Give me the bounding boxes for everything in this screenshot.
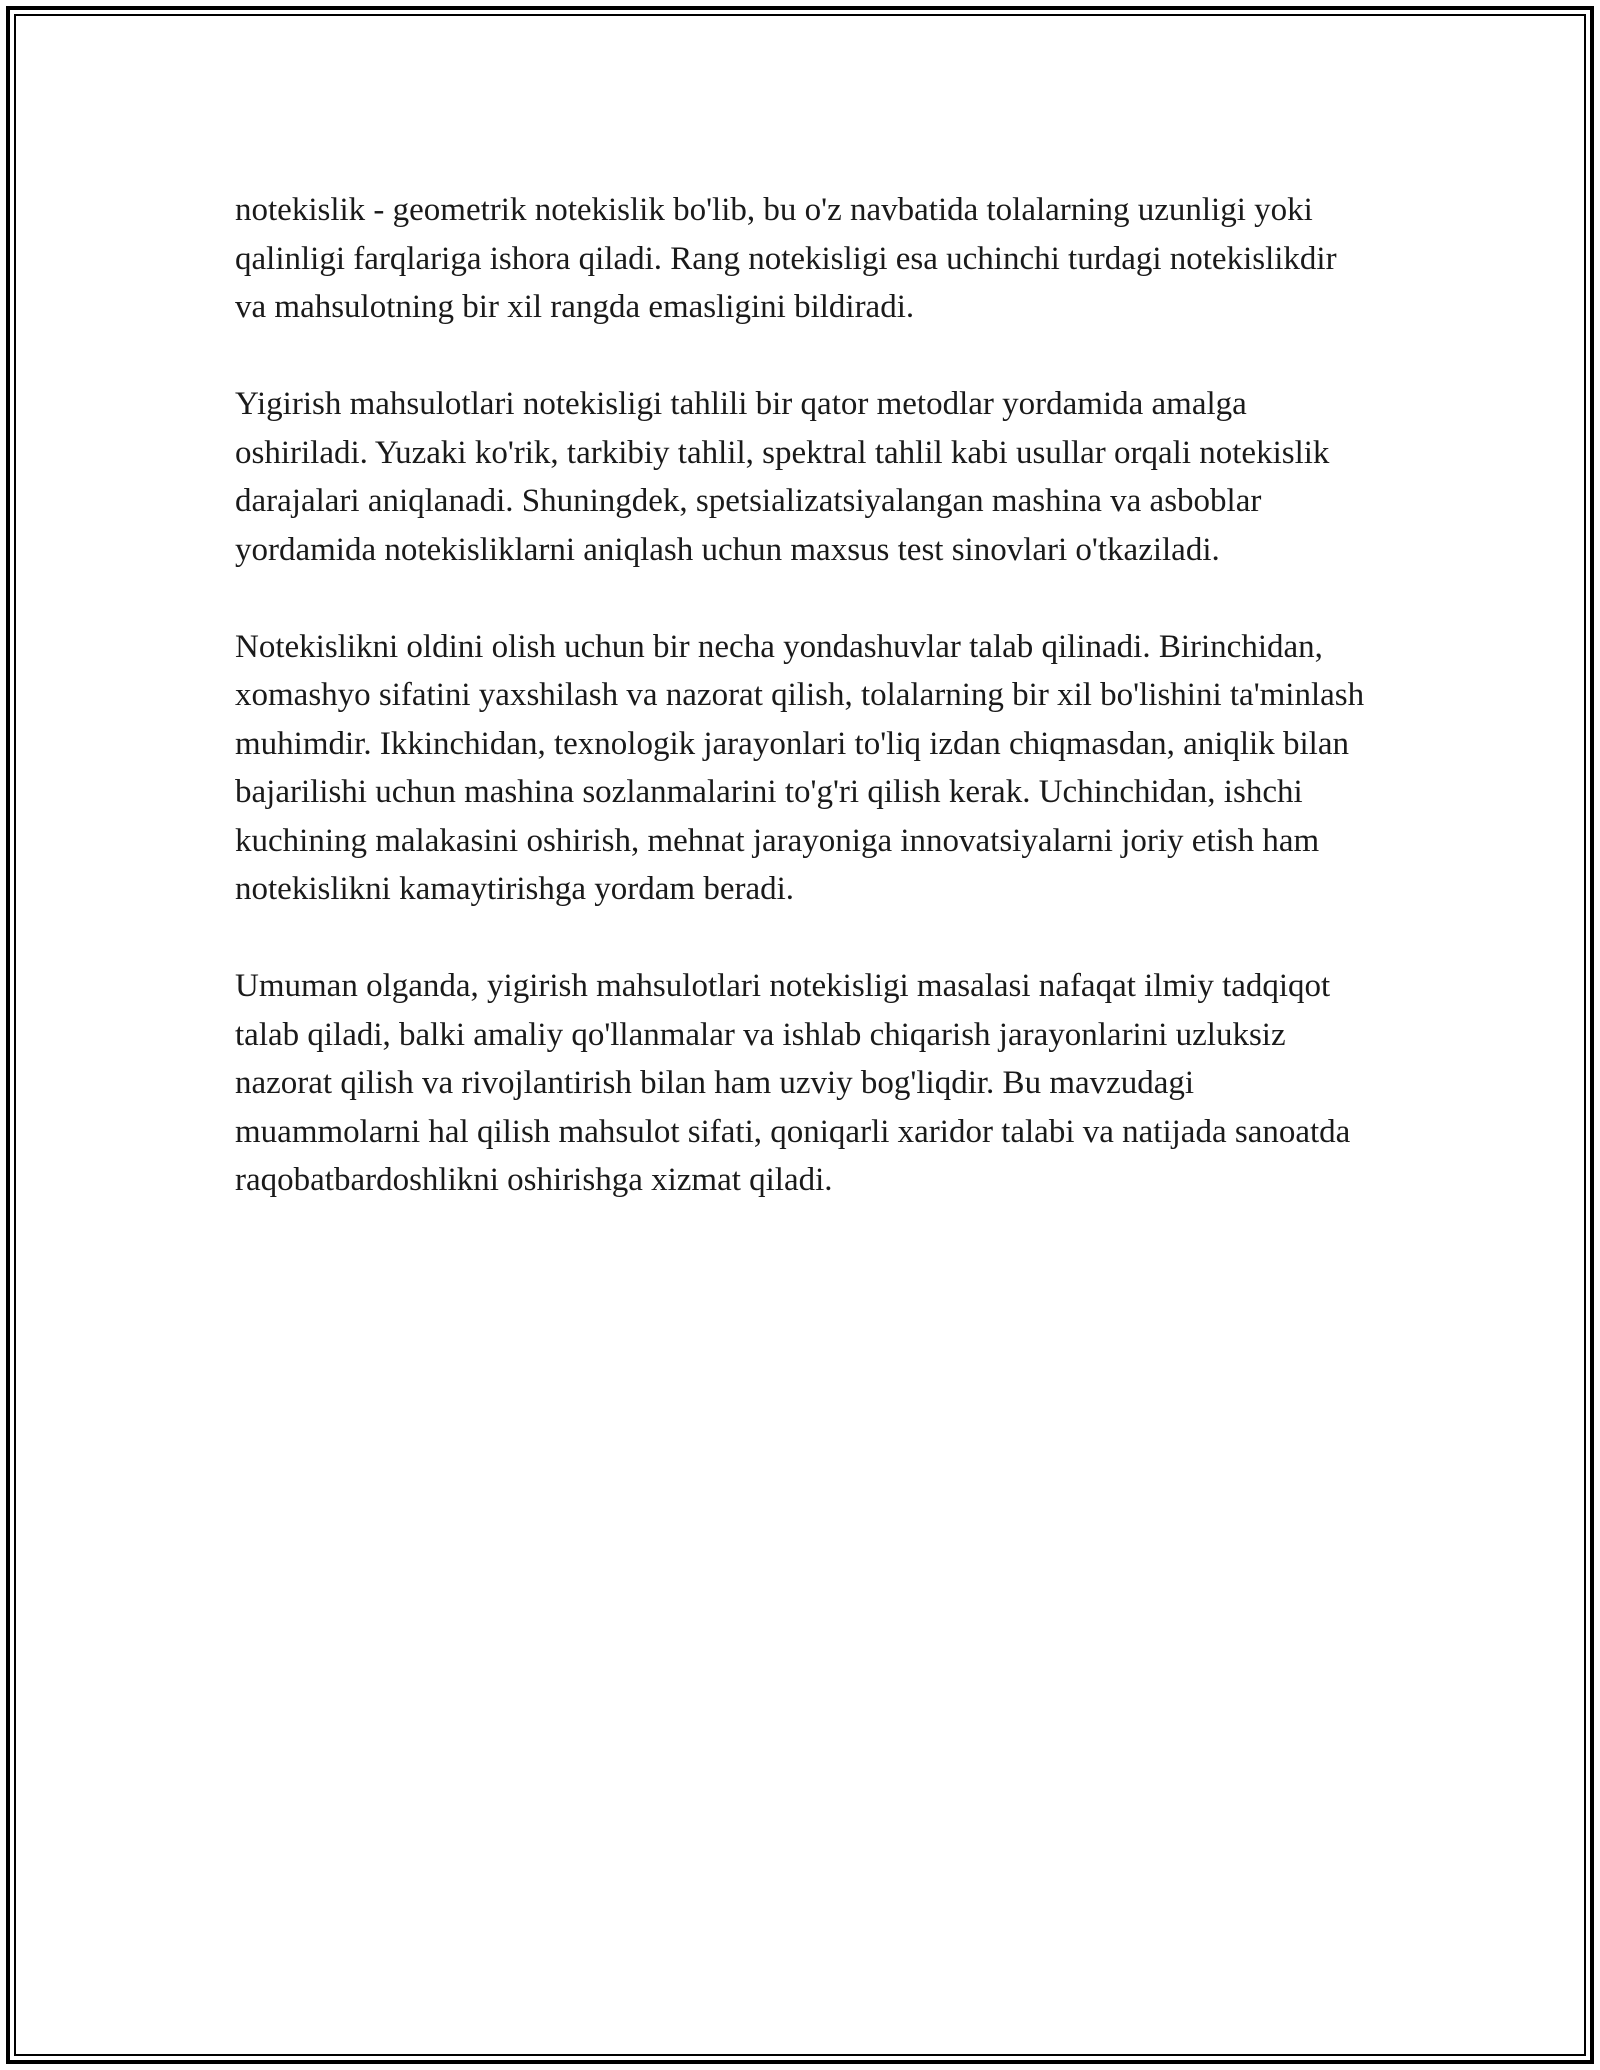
paragraph: Umuman olganda, yigirish mahsulotlari notekisligi masalasi nafaqat ilmiy tadqiqot talab qiladi, balki amaliy qo'llanmalar va ishlab chiqarish jarayonlarini uzluksiz nazorat qilish va rivojlantirish bilan ham uzviy bog'liqdir. Bu mavzudagi muammolarni hal qilish mahsulot sifati, qoniqarli xaridor talabi va natijada sanoatda raqobatbardoshlikni oshirishga xizmat qiladi. — [235, 968, 1351, 1198]
paragraph: notekislik - geometrik notekislik bo'lib, bu o'z navbatida tolalarning uzunligi yoki qalinligi farqlariga ishora qiladi. Rang notekisligi esa uchinchi turdagi notekislikdir va mahsulotning bir xil rangda emasligini bildiradi. — [235, 192, 1337, 325]
paragraph: Yigirish mahsulotlari notekisligi tahlili bir qator metodlar yordamida amalga oshiriladi. Yuzaki ko'rik, tarkibiy tahlil, spektral tahlil kabi usullar orqali notekislik darajalari aniqlanadi. Shuningdek, spetsializatsiyalangan mashina va asboblar yordamida notekisliklarni aniqlash uchun maxsus test sinovlari o'tkaziladi. — [235, 386, 1330, 568]
paragraph: Notekislikni oldini olish uchun bir necha yondashuvlar talab qilinadi. Birinchidan, xomashyo sifatini yaxshilash va nazorat qilish, tolalarning bir xil bo'lishini ta'minlash muhimdir. Ikkinchidan, texnologik jarayonlari to'liq izdan chiqmasdan, aniqlik bilan bajarilishi uchun mashina sozlanmalarini to'g'ri qilish kerak. Uchinchidan, ishchi kuchining malakasini oshirish, mehnat jarayoniga innovatsiyalarni joriy etish ham notekislikni kamaytirishga yordam beradi. — [235, 628, 1365, 907]
document-body — [235, 186, 1375, 1253]
